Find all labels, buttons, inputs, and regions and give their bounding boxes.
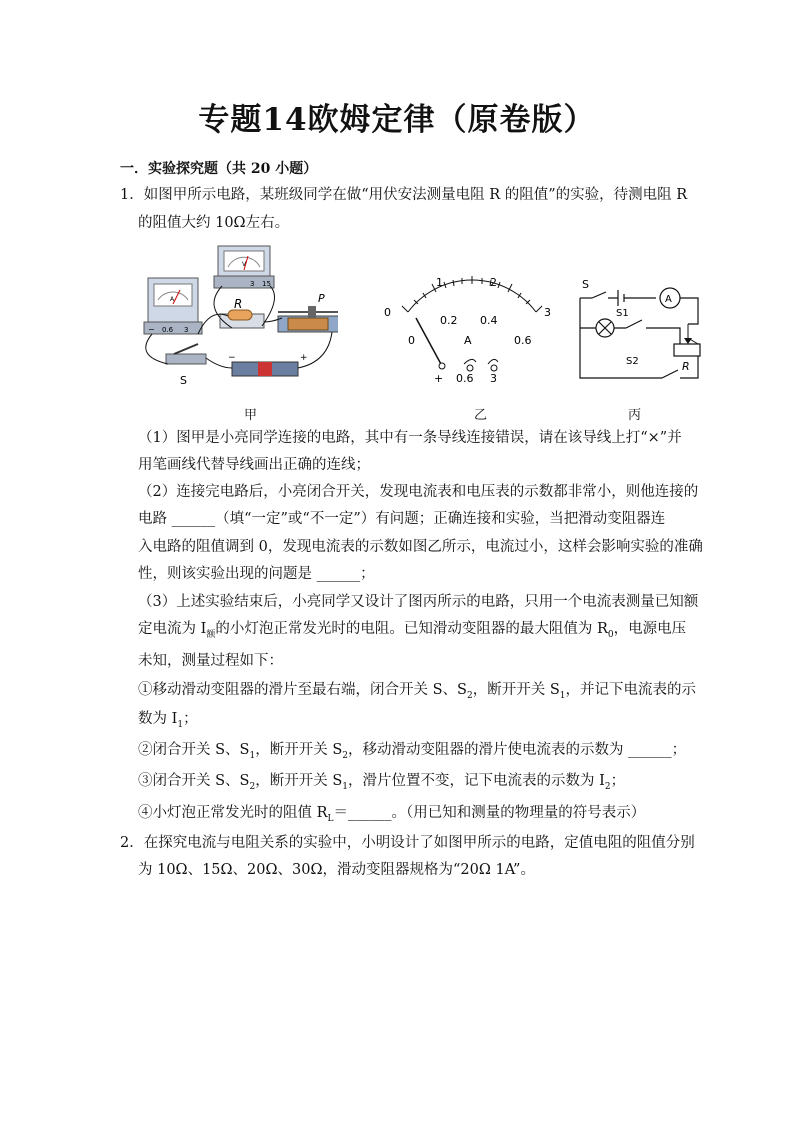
switch-s2-label: S2 — [626, 356, 639, 367]
svg-text:3: 3 — [184, 326, 189, 334]
q1-part3: （3）上述实验结束后，小亮同学又设计了图丙所示的电路，只用一个电流表测量已知额 — [138, 594, 699, 610]
q1-part1b: 用笔画线代替导线画出正确的连线； — [138, 457, 370, 473]
terminal-06: 0.6 — [456, 372, 474, 385]
dial-scale — [402, 276, 542, 312]
resistor-r-label: R — [234, 297, 243, 311]
svg-text:−: − — [228, 353, 236, 363]
caption-jia: 甲 — [244, 408, 258, 423]
svg-text:0.6: 0.6 — [162, 326, 174, 334]
q1-step4: ④小灯泡正常发光时的阻值 $R_L=\_\_\_\_\_\_$。（用已知和测量的物理量的符号表示） — [138, 805, 646, 824]
slider-p-label: P — [318, 292, 325, 305]
rheostat-r-label: R — [682, 360, 690, 373]
figure-yi-ammeter-dial — [380, 270, 560, 390]
tick-top-3: 3 — [544, 306, 551, 319]
q1-line1: 1．如图甲所示电路，某班级同学在做“用伏安法测量电阻 R 的阻值”的实验，待测电阻 R — [120, 187, 688, 203]
q1-part2: （2）连接完电路后，小亮闭合开关，发现电流表和电压表的示数都非常小，则他连接的 — [138, 484, 699, 500]
q1-step2: ②闭合开关 S、$S_1$，断开开关 $S_2$，移动滑动变阻器的滑片使电流表的示数为 ______； — [138, 742, 687, 761]
terminal-3: 3 — [490, 372, 497, 385]
dial-needle — [416, 318, 442, 366]
switch-s-label: S — [180, 374, 187, 387]
svg-text:−: − — [148, 325, 155, 334]
tick-bottom-06: 0.6 — [514, 334, 532, 347]
tick-bottom-02: 0.2 — [440, 314, 458, 327]
q1-part3c: 未知，测量过程如下： — [138, 653, 283, 669]
q2-line1: 2．在探究电流与电阻关系的实验中，小明设计了如图甲所示的电路，定值电阻的阻值分别 — [120, 835, 695, 851]
figure-jia-circuit — [132, 238, 338, 388]
tick-bottom-0: 0 — [408, 334, 415, 347]
q1-line2: 的阻值大约 10Ω左右。 — [138, 215, 290, 231]
q2-line2: 为 10Ω、15Ω、20Ω、30Ω，滑动变阻器规格为“20Ω 1A”。 — [138, 862, 535, 878]
caption-yi: 乙 — [474, 408, 488, 423]
q1-step1: ①移动滑动变阻器的滑片至最右端，闭合开关 S、$S_2$，断开开关 $S_1$，并记下电流表的示 — [138, 682, 696, 701]
svg-text:3: 3 — [250, 280, 255, 288]
section-heading: 一．实验探究题（共 20 小题） — [120, 161, 318, 177]
figure-bing-circuit — [570, 272, 710, 384]
q1-part2d: 性，则该实验出现的问题是 ______； — [138, 566, 375, 582]
ammeter-label: A — [170, 296, 175, 303]
svg-text:15: 15 — [262, 280, 271, 288]
page-title: 专题14欧姆定律（原卷版） — [198, 102, 596, 138]
svg-text:+: + — [300, 353, 308, 363]
tick-top-0: 0 — [384, 306, 391, 319]
q1-part1: （1）图甲是小亮同学连接的电路，其中有一条导线连接错误，请在该导线上打“×”并 — [138, 430, 682, 446]
q1-part2c: 入电路的阻值调到 0，发现电流表的示数如图乙所示，电流过小，这样会影响实验的准确 — [138, 539, 703, 555]
tick-top-1: 1 — [436, 276, 443, 289]
tick-bottom-04: 0.4 — [480, 314, 498, 327]
q1-step3: ③闭合开关 S、$S_2$，断开开关 $S_1$，滑片位置不变，记下电流表的示数为 $I_2$； — [138, 773, 626, 792]
terminal-plus: + — [434, 372, 444, 385]
voltmeter-label: V — [242, 261, 247, 268]
q1-step1b: 数为 $I_1$； — [138, 711, 198, 730]
switch-s-label: S — [582, 278, 589, 291]
caption-bing: 丙 — [628, 408, 642, 423]
switch-s1-label: S1 — [616, 308, 629, 319]
dial-unit: A — [464, 334, 472, 347]
ammeter-a-label: A — [665, 294, 672, 305]
q1-part2b: 电路 ______（填“一定”或“不一定”）有问题；正确连接和实验，当把滑动变阻器连 — [138, 511, 666, 527]
tick-top-2: 2 — [490, 276, 497, 289]
q1-part3b: 定电流为 $I_额$的小灯泡正常发光时的电阻。已知滑动变阻器的最大阻值为 $R_0$，电源电压 — [138, 621, 687, 640]
